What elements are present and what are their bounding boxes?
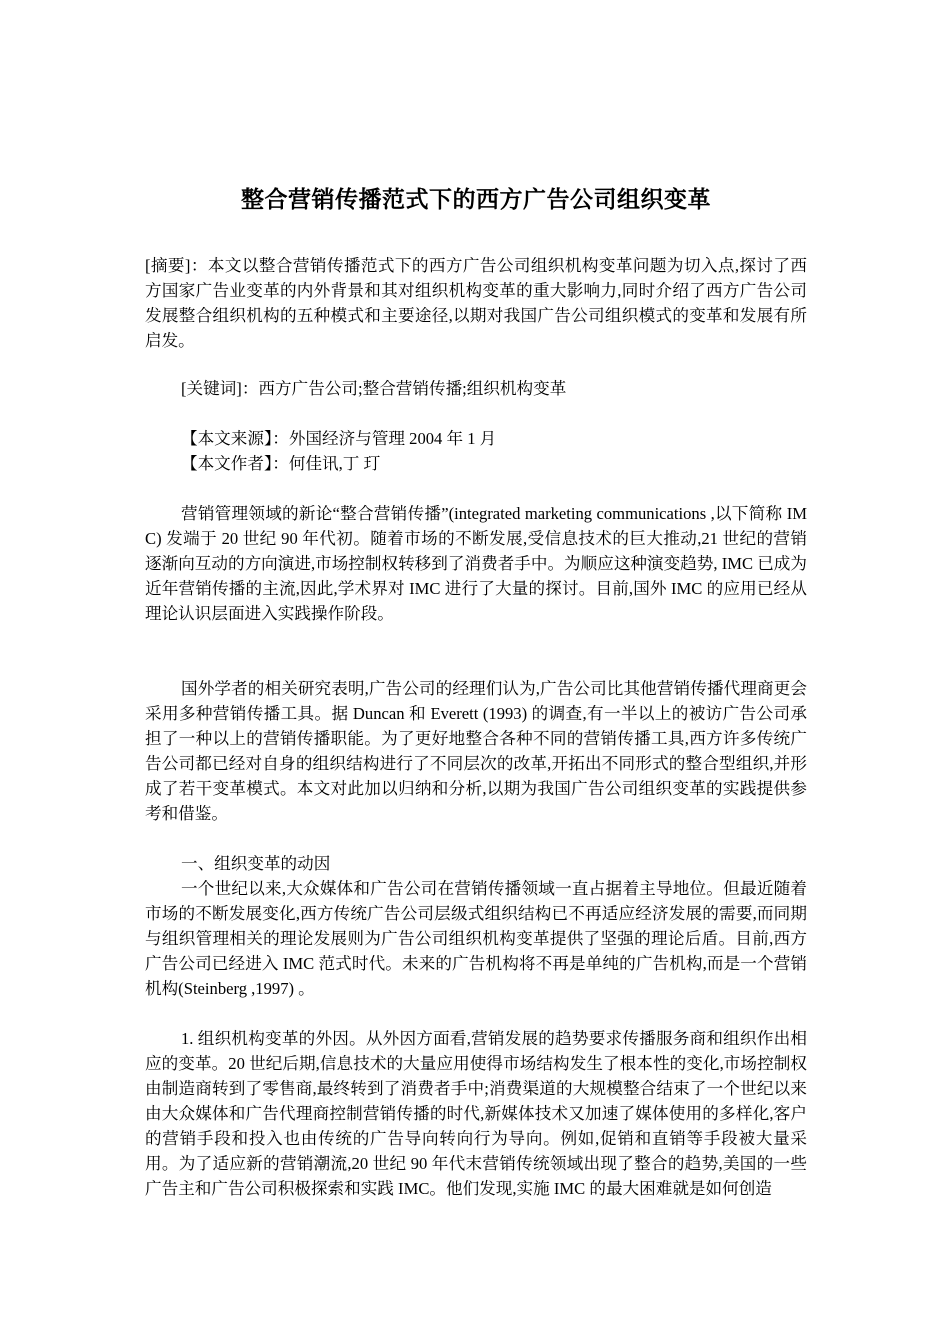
keywords-line: [关键词]：西方广告公司;整合营销传播;组织机构变革 (181, 379, 567, 398)
body-paragraph-1: 营销管理领域的新论“整合营销传播”(integrated marketing communications ,以下简称 IMC) 发端于 20 世纪 90 年代初。随着市场的不断发展,受信息技术的巨大推动,21 世纪的营销逐渐向互动的方向演进,市场控制权转移到了消费者手中。为顺应这种演变趋势, IMC 已成为近年营销传播的主流,因此,学术界对 IMC 进行了大量的探讨。目前,国外 IMC 的应用已经从理论认识层面进入实践操作阶段。 (145, 504, 807, 623)
source-line: 【本文来源】：外国经济与管理 2004 年 1 月 (181, 429, 497, 448)
body-paragraph-4: 1. 组织机构变革的外因。从外因方面看,营销发展的趋势要求传播服务商和组织作出相应的变革。20 世纪后期,信息技术的大量应用使得市场结构发生了根本性的变化,市场控制权由制造商转到了零售商,最终转到了消费者手中;消费渠道的大规模整合结束了一个世纪以来由大众媒体和广告代理商控制营销传播的时代,新媒体技术又加速了媒体使用的多样化,客户的营销手段和投入也由传统的广告导向转向行为导向。例如,促销和直销等手段被大量采用。为了适应新的营销潮流,20 世纪 90 年代末营销传统领域出现了整合的趋势,美国的一些广告主和广告公司积极探索和实践 IMC。他们发现,实施 IMC 的最大困难就是如何创造 (145, 1029, 807, 1198)
author-line: 【本文作者】：何佳讯,丁 玎 (181, 454, 381, 473)
body-paragraph-2: 国外学者的相关研究表明,广告公司的经理们认为,广告公司比其他营销传播代理商更会采用多种营销传播工具。据 Duncan 和 Everett (1993) 的调查,有一半以上的被访广告公司承担了一种以上的营销传播职能。为了更好地整合各种不同的营销传播工具,西方许多传统广告公司都已经对自身的组织结构进行了不同层次的改革,开拓出不同形式的整合型组织,并形成了若干变革模式。本文对此加以归纳和分析,以期为我国广告公司组织变革的实践提供参考和借鉴。 (145, 679, 807, 823)
section-heading-1: 一、组织变革的动因 (181, 854, 331, 873)
abstract-paragraph: [摘要]：本文以整合营销传播范式下的西方广告公司组织机构变革问题为切入点,探讨了西方国家广告业变革的内外背景和其对组织机构变革的重大影响力,同时介绍了西方广告公司发展整合组织机构的五种模式和主要途径,以期对我国广告公司组织模式的变革和发展有所启发。 (145, 256, 807, 350)
document-title: 整合营销传播范式下的西方广告公司组织变革 (241, 187, 711, 212)
body-paragraph-3: 一个世纪以来,大众媒体和广告公司在营销传播领域一直占据着主导地位。但最近随着市场的不断发展变化,西方传统广告公司层级式组织结构已不再适应经济发展的需要,而同期与组织管理相关的理论发展则为广告公司组织机构变革提供了坚强的理论后盾。目前,西方广告公司已经进入 IMC 范式时代。未来的广告机构将不再是单纯的广告机构,而是一个营销机构(Steinberg ,1997) 。 (145, 879, 807, 998)
